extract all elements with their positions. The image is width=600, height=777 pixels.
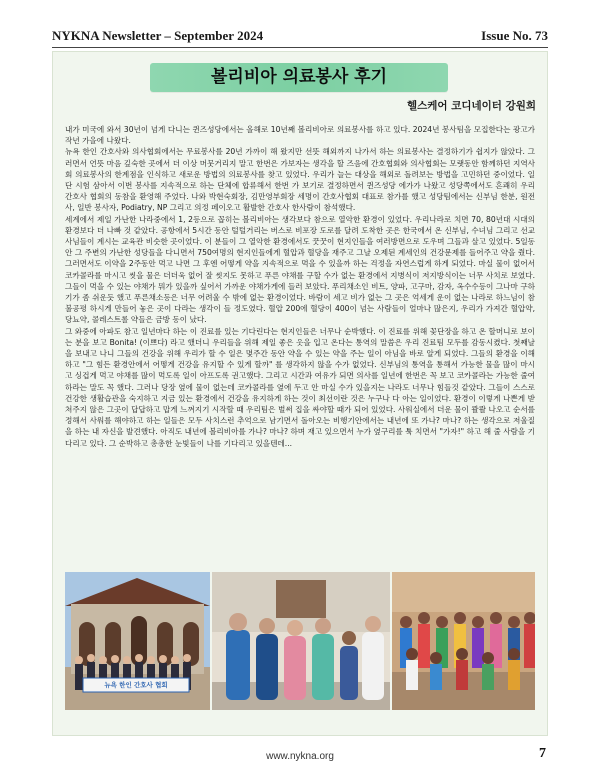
team-portrait-illustration <box>212 572 390 710</box>
issue-number: Issue No. 73 <box>481 28 548 43</box>
church-group-photo <box>65 572 210 710</box>
newsletter-name: NYKNA Newsletter – September 2024 <box>52 28 264 43</box>
group-banner-text: 뉴욕 한인 간호사 협회 <box>104 681 168 689</box>
page-number: 7 <box>539 746 546 761</box>
article-paragraph: 세계에서 제일 가난한 나라중에서 1, 2등으로 꼽히는 볼리비아는 생각보다 참으로 열악한 환경이 있었다. 우리나라로 치면 70, 80년대 시대의 환경보다 더 나빠 것 같았다. 공항에서 5시간 동안 털털거리는 버스로 비포장 도로를 달려 도착한 곳은 한국에서 온 신부님, 수녀님 그리고 선교사님들이 계시는 교육관 비슷한 곳이었다. 이 분들이 그 열악한 환경에서도 꿋꿋이 현지인들을 여러방면으로 도우며 그들과 살고 있었다. 5일동안 그 주변의 가난한 성당들을 다니면서 750여명의 현지인들에게 혈압과 혈당을 재주고 그날 오제된 계세인의 건강문제를 들어주고 약을 줬다. 그러면서도 이약을 2주동안 먹고 나면 그 후엔 어떻게 약을 지속적으로 먹을 수 있을까 하는 걱정을 자연스럽게 하게 되었다. 마실 물이 없어서 코카콜라를 마시고 씻을 물은 더더욱 없어 잘 씻지도 못하고 푸른 야채를 구할 수가 없는 환경에서 지병식이 저지방식이는 너무 사치로 보였다. 그들이 먹을 수 있는 야채가 뭐가 있을까 싶어서 가까운 야채가게에 들러 보았다. 푸리채소인 비트, 양파, 고구마, 감자, 옥수수등이 그나마 구하기가 좀 쉬운듯 했고 푸른채소등은 너무 어려울 수 밖에 없는 환경이었다. 바람이 세고 비가 없는 그 곳은 억세게 운이 없는 나라로 하느님이 참 불공평 하시게 만들어 놓은 곳이 다라는 생각이 들 정도였다. 혈압 200에 혈당이 400이 넘는 사람들이 얼마나 많은지, 우리가 가져간 혈압약, 당뇨약, 콜레스트롤 약들은 금방 동이 났다. <box>65 214 535 325</box>
article-paragraph: 내가 미국에 와서 30년이 넘게 다니는 퀸즈성당에서는 올해로 10년째 볼리비아로 의료봉사를 하고 있다. 2024년 봉사팀을 모집한다는 광고가 작년 가을에 나왔다. <box>65 125 535 146</box>
team-portrait-photo <box>212 572 390 710</box>
article-author: 헬스케어 코디네이터 강원희 <box>406 100 536 112</box>
article-paragraph: 그 와중에 아파도 참고 일년마다 하는 이 진료를 있는 기다린다는 현지인들은 너무나 순박했다. 이 진료를 위해 꽃단장을 하고 온 할머니로 보이는 분을 보고 Bonita! (이쁘다) 라고 했더니 우리들을 위해 제일 좋은 옷을 입고 온다는 통역의 말씀은 우리 진료팀 모두를 감동시켰다. 첫째날을 보내고 나니 그들의 건강을 위해 우리가 할 수 일은 몇주간 동안 약을 수 있는 약을 주는 일이 아님을 바로 알게 되었다. 그들의 환경을 이해하고 "그 힘든 환경안에서 어떻게 건강을 유지할 수 있게 할까" 를 생각하지 않을 수가 없었다. 신부님의 통역을 통해서 가능한 물을 많이 마시고 싱겁게 먹고 야채를 많이 먹도록 일이 아프도록 권고했다. 그리고 시간과 여유가 되면 의사를 일년에 한번은 꼭 보고 코카콜라는 가능한 줄여 하라는 말도 꼭 했다. 그러나 당장 옆에 물이 없는데 코카콜라를 옆에 두고 안 마실 수가 있을지는 나라도 너무나 힘들것 같았다. 그들이 스스로 건강한 생활습관을 숙지하고 지금 있는 환경에서 건강을 유지하게 하는 것이 최선이란 것은 누구나 다 아는 일이었다. 환경이 이렇게 나쁜게 받쳐주지 않은 그곳이 답답하고 맙게 느껴지기 시작할 때 우리팀은 벌써 집을 싸야할 때가 되어 있었다. 사워실에서 더운 물이 콸콸 나오고 순서를 정해서 사워를 해야하고 하는 일들은 모두 사치스런 추억으로 남기면서 돌아오는 비행기안에서는 내년에 또 가나? 마나? 하는 생각으로 저울질을 하는 내 자신을 발견했다. 아직도 내년에 볼리비아를 가나? 마나? 하며 재고 있으면서 누가 옆구리를 툭 치면서 "가자!" 하고 해 줄 사람을 기다리고 있다. 그 순박하고 총총한 눈빛들이 나를 기다리고 있을텐데... <box>65 326 535 448</box>
article-paragraph: 뉴욕 한인 간호사와 의사협회에서는 무료봉사를 20년 가까이 해 왔지만 선뜻 해외까지 나가서 하는 의료봉사는 결정하기가 쉽지가 않았다. 그러면서 언뜻 마음 깊숙한 곳에서 더 이상 머뭇거리지 말고 한번은 가보자는 생각을 할 즈음에 간호협회와 의사협회는 모랫동안 함께하던 지역사회 의료봉사의 한계점을 인식하고 새로운 방법의 의료봉사를 찾고 있었다. 우리가 늘는 대상을 해외로 돌려보는 방법을 고민하던 중이었다. 일단 시험 삼아서 이번 봉사를 지속적으로 하는 단체에 합류해서 한번 가 보기로 결정하면서 퀸즈성당 에가가 나왔고 성당쪽에서도 흔쾌히 우리 간호사 협회의 동참을 환영해 주었다. 나와 박현숙회장, 김만영부회장 세명이 간호사협회 대표로 참가를 했고 성당팀에서는 신부님 한분, 원전사, 일반 봉사자, Podiatry, NP 그리고 의정 페이오고 활발한 간호사 한사람이 참석했다. <box>65 147 535 213</box>
article-body <box>65 124 535 449</box>
header-divider <box>52 47 548 48</box>
children-group-photo <box>392 572 535 710</box>
children-group-illustration <box>392 572 535 710</box>
newsletter-header <box>52 28 548 44</box>
footer-url: www.nykna.org <box>266 751 334 762</box>
photo-strip <box>65 572 535 710</box>
article-title: 볼리비아 의료봉사 후기 <box>210 67 388 87</box>
